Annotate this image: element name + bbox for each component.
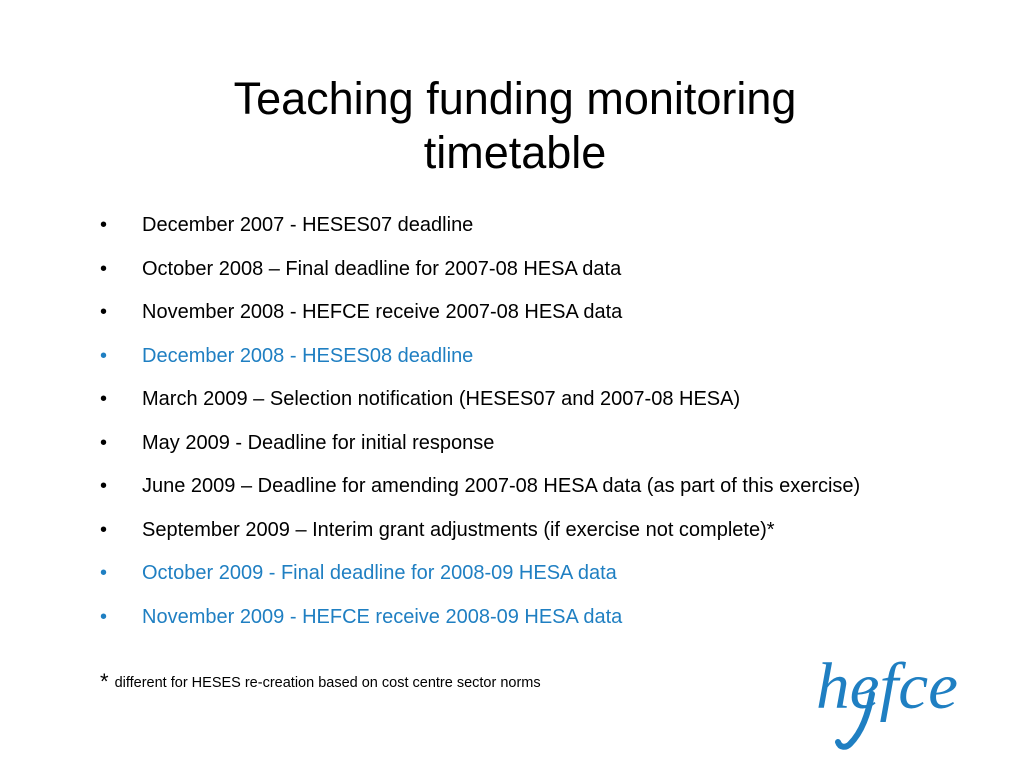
bullet-marker: • [100, 388, 108, 410]
slide-title-line-1: Teaching funding monitoring [233, 73, 797, 124]
list-item-text: June 2009 – Deadline for amending 2007-08 HESA data (as part of this exercise) [142, 475, 861, 497]
list-item [100, 257, 890, 280]
list-item [100, 344, 890, 367]
list-item-text: December 2007 - HESES07 deadline [142, 214, 474, 236]
bullet-marker: • [100, 344, 108, 367]
bullet-marker: • [100, 257, 108, 280]
footnote-text: different for HESES re-creation based on cost centre sector norms [114, 675, 541, 691]
list-item-text: November 2008 - HEFCE receive 2007-08 HESA data [142, 301, 623, 323]
list-item-text: December 2008 - HESES08 deadline [142, 344, 474, 367]
slide-title [60, 72, 970, 180]
bullet-marker: • [100, 605, 108, 628]
list-item [100, 518, 890, 541]
list-item [100, 303, 890, 321]
list-item [100, 431, 890, 454]
slide-title-line-2: timetable [423, 127, 607, 178]
list-item-text: March 2009 – Selection notification (HESES07 and 2007-08 HESA) [142, 388, 741, 410]
list-item-text: November 2009 - HEFCE receive 2008-09 HESA data [142, 605, 623, 628]
list-item [100, 564, 890, 582]
list-item [100, 605, 890, 628]
list-item [100, 477, 890, 495]
bullet-marker: • [100, 475, 108, 497]
list-item-text: September 2009 – Interim grant adjustments (if exercise not complete)* [142, 518, 775, 541]
list-item [100, 390, 890, 408]
list-item-text: May 2009 - Deadline for initial response [142, 431, 495, 454]
hefce-logo-icon [812, 636, 962, 756]
hefce-logo-graphic [812, 636, 962, 756]
bullet-marker: • [100, 431, 108, 454]
timetable-list [100, 216, 890, 651]
bullet-marker: • [100, 301, 108, 323]
list-item-text: October 2008 – Final deadline for 2007-08 HESA data [142, 257, 622, 280]
list-item-text: October 2009 - Final deadline for 2008-09 HESA data [142, 562, 617, 584]
list-item [100, 216, 890, 234]
footnote [100, 669, 541, 694]
hefce-logo-text: hefce [816, 650, 958, 723]
bullet-marker: • [100, 214, 108, 236]
footnote-marker: * [100, 669, 109, 694]
bullet-marker: • [100, 562, 108, 584]
bullet-marker: • [100, 518, 108, 541]
